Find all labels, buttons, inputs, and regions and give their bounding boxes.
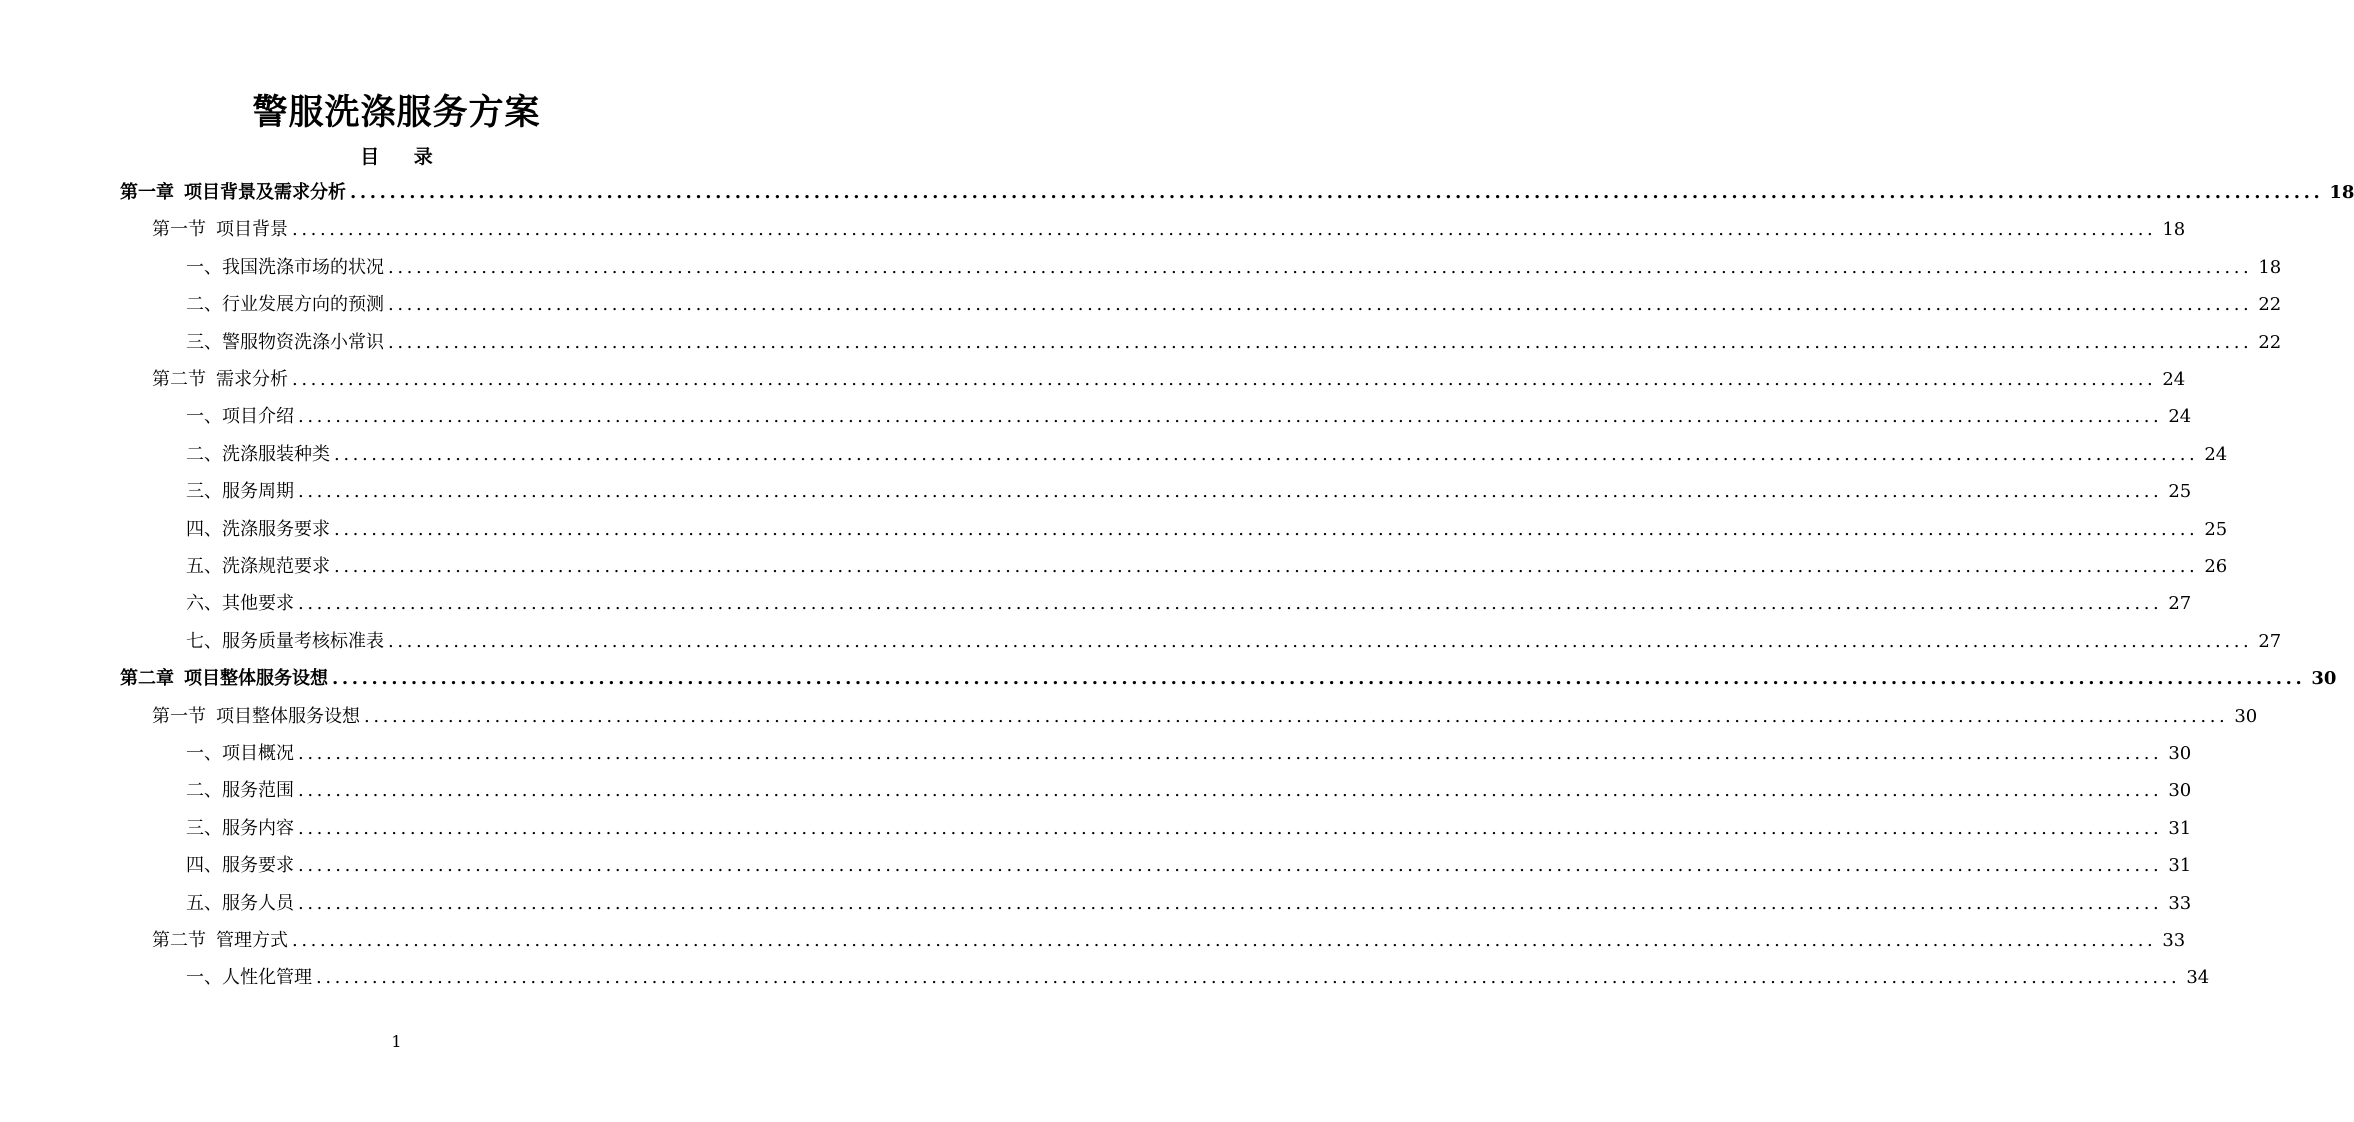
toc-heading: 目 录 bbox=[360, 146, 447, 168]
toc-item-entry[interactable] bbox=[186, 436, 2228, 473]
toc-entry-text: 服务范围 bbox=[222, 780, 294, 802]
toc-entry-label bbox=[186, 885, 294, 922]
toc-entry-prefix: 二、 bbox=[186, 780, 222, 802]
toc-leader-dots: ........................................................................................................................................................................................................ bbox=[298, 406, 2163, 428]
toc-leader-dots: ........................................................................................................................................................................................................ bbox=[332, 668, 2306, 690]
toc-leader-dots: ........................................................................................................................................................................................................ bbox=[334, 556, 2199, 577]
toc-entry-text: 警服物资洗涤小常识 bbox=[222, 331, 384, 353]
toc-section-entry[interactable] bbox=[152, 211, 2186, 248]
toc-entry-page: 24 bbox=[2204, 443, 2228, 465]
toc-entry-text: 服务质量考核标准表 bbox=[222, 630, 384, 652]
toc-entry-prefix: 一、 bbox=[186, 743, 222, 764]
toc-entry-page: 27 bbox=[2258, 630, 2282, 652]
toc-entry-label bbox=[186, 772, 294, 809]
toc-entry-page: 18 bbox=[2258, 256, 2282, 278]
toc-entry-label bbox=[186, 548, 330, 585]
toc-entry-label bbox=[186, 436, 330, 473]
toc-entry-text: 项目背景 bbox=[216, 219, 288, 241]
toc-leader-dots: ........................................................................................................................................................................................................ bbox=[334, 443, 2199, 465]
toc-leader-dots: ........................................................................................................................................................................................................ bbox=[298, 481, 2163, 503]
toc-entry-prefix: 二、 bbox=[186, 294, 222, 316]
toc-entry-text: 其他要求 bbox=[222, 593, 294, 615]
toc-entry-prefix: 四、 bbox=[186, 518, 222, 540]
toc-entry-prefix: 第二节 bbox=[152, 930, 206, 951]
toc-entry-text: 需求分析 bbox=[216, 369, 288, 390]
toc-entry-label bbox=[186, 735, 294, 772]
toc-entry-label bbox=[120, 174, 346, 211]
toc-leader-dots: ........................................................................................................................................................................................................ bbox=[334, 518, 2199, 540]
toc-leader-dots: ........................................................................................................................................................................................................ bbox=[298, 817, 2163, 839]
toc-entry-label bbox=[152, 922, 288, 959]
toc-entry-text: 服务内容 bbox=[222, 817, 294, 839]
toc-entry-prefix: 一、 bbox=[186, 967, 222, 989]
toc-entry-page: 31 bbox=[2168, 855, 2192, 877]
toc-entry-text: 洗涤服务要求 bbox=[222, 518, 330, 540]
toc-entry-text: 人性化管理 bbox=[222, 967, 312, 989]
page-number: 1 bbox=[391, 1032, 402, 1051]
toc-entry-prefix: 三、 bbox=[186, 481, 222, 503]
toc-leader-dots: ........................................................................................................................................................................................................ bbox=[298, 743, 2163, 764]
toc-section-entry[interactable] bbox=[152, 922, 2186, 959]
toc-entry-label bbox=[186, 324, 384, 361]
toc-item-entry[interactable] bbox=[186, 959, 2210, 996]
toc-entry-label bbox=[152, 361, 288, 398]
toc-item-entry[interactable] bbox=[186, 847, 2192, 884]
toc-entry-label bbox=[186, 810, 294, 847]
toc-leader-dots: ........................................................................................................................................................................................................ bbox=[292, 930, 2157, 951]
toc-item-entry[interactable] bbox=[186, 735, 2192, 772]
toc-entry-page: 30 bbox=[2234, 705, 2258, 727]
toc-entry-prefix: 第一节 bbox=[152, 219, 206, 241]
toc-leader-dots: ........................................................................................................................................................................................................ bbox=[316, 967, 2181, 989]
toc-entry-label bbox=[152, 698, 360, 735]
toc-item-entry[interactable] bbox=[186, 772, 2192, 809]
toc-entry-prefix: 三、 bbox=[186, 331, 222, 353]
toc-entry-prefix: 五、 bbox=[186, 556, 222, 577]
toc-entry-text: 服务要求 bbox=[222, 855, 294, 877]
toc-leader-dots: ........................................................................................................................................................................................................ bbox=[298, 780, 2163, 802]
toc-entry-page: 24 bbox=[2162, 369, 2186, 390]
toc-leader-dots: ........................................................................................................................................................................................................ bbox=[388, 294, 2253, 316]
toc-entry-prefix: 第二节 bbox=[152, 369, 206, 390]
toc-leader-dots: ........................................................................................................................................................................................................ bbox=[298, 593, 2163, 615]
toc-entry-prefix: 六、 bbox=[186, 593, 222, 615]
toc-entry-page: 25 bbox=[2204, 518, 2228, 540]
toc-entry-label bbox=[186, 249, 384, 286]
toc-entry-prefix: 三、 bbox=[186, 817, 222, 839]
toc-entry-text: 项目背景及需求分析 bbox=[184, 182, 346, 203]
toc-leader-dots: ........................................................................................................................................................................................................ bbox=[292, 369, 2157, 390]
toc-entry-label bbox=[186, 473, 294, 510]
toc-entry-page: 34 bbox=[2186, 967, 2210, 989]
toc-entry-label bbox=[186, 847, 294, 884]
document-title: 警服洗涤服务方案 bbox=[252, 92, 541, 133]
toc-leader-dots: ........................................................................................................................................................................................................ bbox=[298, 855, 2163, 877]
toc-entry-prefix: 二、 bbox=[186, 443, 222, 465]
toc-entry-text: 项目整体服务设想 bbox=[184, 668, 328, 690]
toc-entry-label bbox=[186, 511, 330, 548]
toc-entry-text: 洗涤规范要求 bbox=[222, 556, 330, 577]
toc-entry-label bbox=[120, 660, 328, 697]
toc-item-entry[interactable] bbox=[186, 398, 2192, 435]
toc-item-entry[interactable] bbox=[186, 885, 2192, 922]
toc-entry-page: 18 bbox=[2162, 219, 2186, 241]
toc-section-entry[interactable] bbox=[152, 698, 2258, 735]
toc-item-entry[interactable] bbox=[186, 623, 2282, 660]
toc-entry-text: 服务周期 bbox=[222, 481, 294, 503]
toc-item-entry[interactable] bbox=[186, 286, 2282, 323]
toc-entry-text: 行业发展方向的预测 bbox=[222, 294, 384, 316]
toc-entry-prefix: 七、 bbox=[186, 630, 222, 652]
toc-entry-page: 22 bbox=[2258, 331, 2282, 353]
toc-entry-text: 管理方式 bbox=[216, 930, 288, 951]
toc-leader-dots: ........................................................................................................................................................................................................ bbox=[298, 892, 2163, 914]
toc-entry-label bbox=[152, 211, 288, 248]
toc-entry-prefix: 四、 bbox=[186, 855, 222, 877]
toc-entry-page: 26 bbox=[2204, 556, 2228, 577]
toc-entry-text: 项目介绍 bbox=[222, 406, 294, 428]
toc-item-entry[interactable] bbox=[186, 548, 2228, 585]
toc-entry-page: 30 bbox=[2311, 668, 2337, 690]
toc-leader-dots: ........................................................................................................................................................................................................ bbox=[388, 331, 2253, 353]
toc-entry-label bbox=[186, 959, 312, 996]
toc-leader-dots: ........................................................................................................................................................................................................ bbox=[388, 256, 2253, 278]
toc-entry-page: 30 bbox=[2168, 743, 2192, 764]
toc-entry-label bbox=[186, 623, 384, 660]
toc-entry-page: 18 bbox=[2329, 182, 2354, 203]
toc-entry-label bbox=[186, 585, 294, 622]
toc-leader-dots: ........................................................................................................................................................................................................ bbox=[292, 219, 2157, 241]
toc-item-entry[interactable] bbox=[186, 585, 2192, 622]
toc-leader-dots: ........................................................................................................................................................................................................ bbox=[364, 705, 2229, 727]
toc-entry-prefix: 五、 bbox=[186, 892, 222, 914]
toc-leader-dots: ........................................................................................................................................................................................................ bbox=[350, 182, 2324, 203]
toc-entry-label bbox=[186, 398, 294, 435]
toc-entry-page: 25 bbox=[2168, 481, 2192, 503]
toc-item-entry[interactable] bbox=[186, 249, 2282, 286]
toc-entry-prefix: 一、 bbox=[186, 406, 222, 428]
toc-section-entry[interactable] bbox=[152, 361, 2186, 398]
toc-entry-prefix: 一、 bbox=[186, 256, 222, 278]
toc-entry-text: 我国洗涤市场的状况 bbox=[222, 256, 384, 278]
toc-entry-page: 27 bbox=[2168, 593, 2192, 615]
toc-item-entry[interactable] bbox=[186, 810, 2192, 847]
toc-entry-prefix: 第二章 bbox=[120, 668, 174, 690]
toc-item-entry[interactable] bbox=[186, 511, 2228, 548]
toc-item-entry[interactable] bbox=[186, 473, 2192, 510]
toc-entry-prefix: 第一节 bbox=[152, 705, 206, 727]
toc-entry-prefix: 第一章 bbox=[120, 182, 174, 203]
toc-chapter-entry[interactable] bbox=[120, 660, 2337, 697]
toc-entry-text: 项目概况 bbox=[222, 743, 294, 764]
toc-chapter-entry[interactable] bbox=[120, 174, 2354, 211]
toc-item-entry[interactable] bbox=[186, 324, 2282, 361]
toc-entry-page: 30 bbox=[2168, 780, 2192, 802]
toc-entry-page: 22 bbox=[2258, 294, 2282, 316]
toc-entry-page: 24 bbox=[2168, 406, 2192, 428]
toc-entry-text: 服务人员 bbox=[222, 892, 294, 914]
toc-entry-page: 31 bbox=[2168, 817, 2192, 839]
toc-leader-dots: ........................................................................................................................................................................................................ bbox=[388, 630, 2253, 652]
toc-entry-page: 33 bbox=[2162, 930, 2186, 951]
toc-entry-page: 33 bbox=[2168, 892, 2192, 914]
toc-entry-text: 洗涤服装种类 bbox=[222, 443, 330, 465]
toc-entry-text: 项目整体服务设想 bbox=[216, 705, 360, 727]
toc-entry-label bbox=[186, 286, 384, 323]
